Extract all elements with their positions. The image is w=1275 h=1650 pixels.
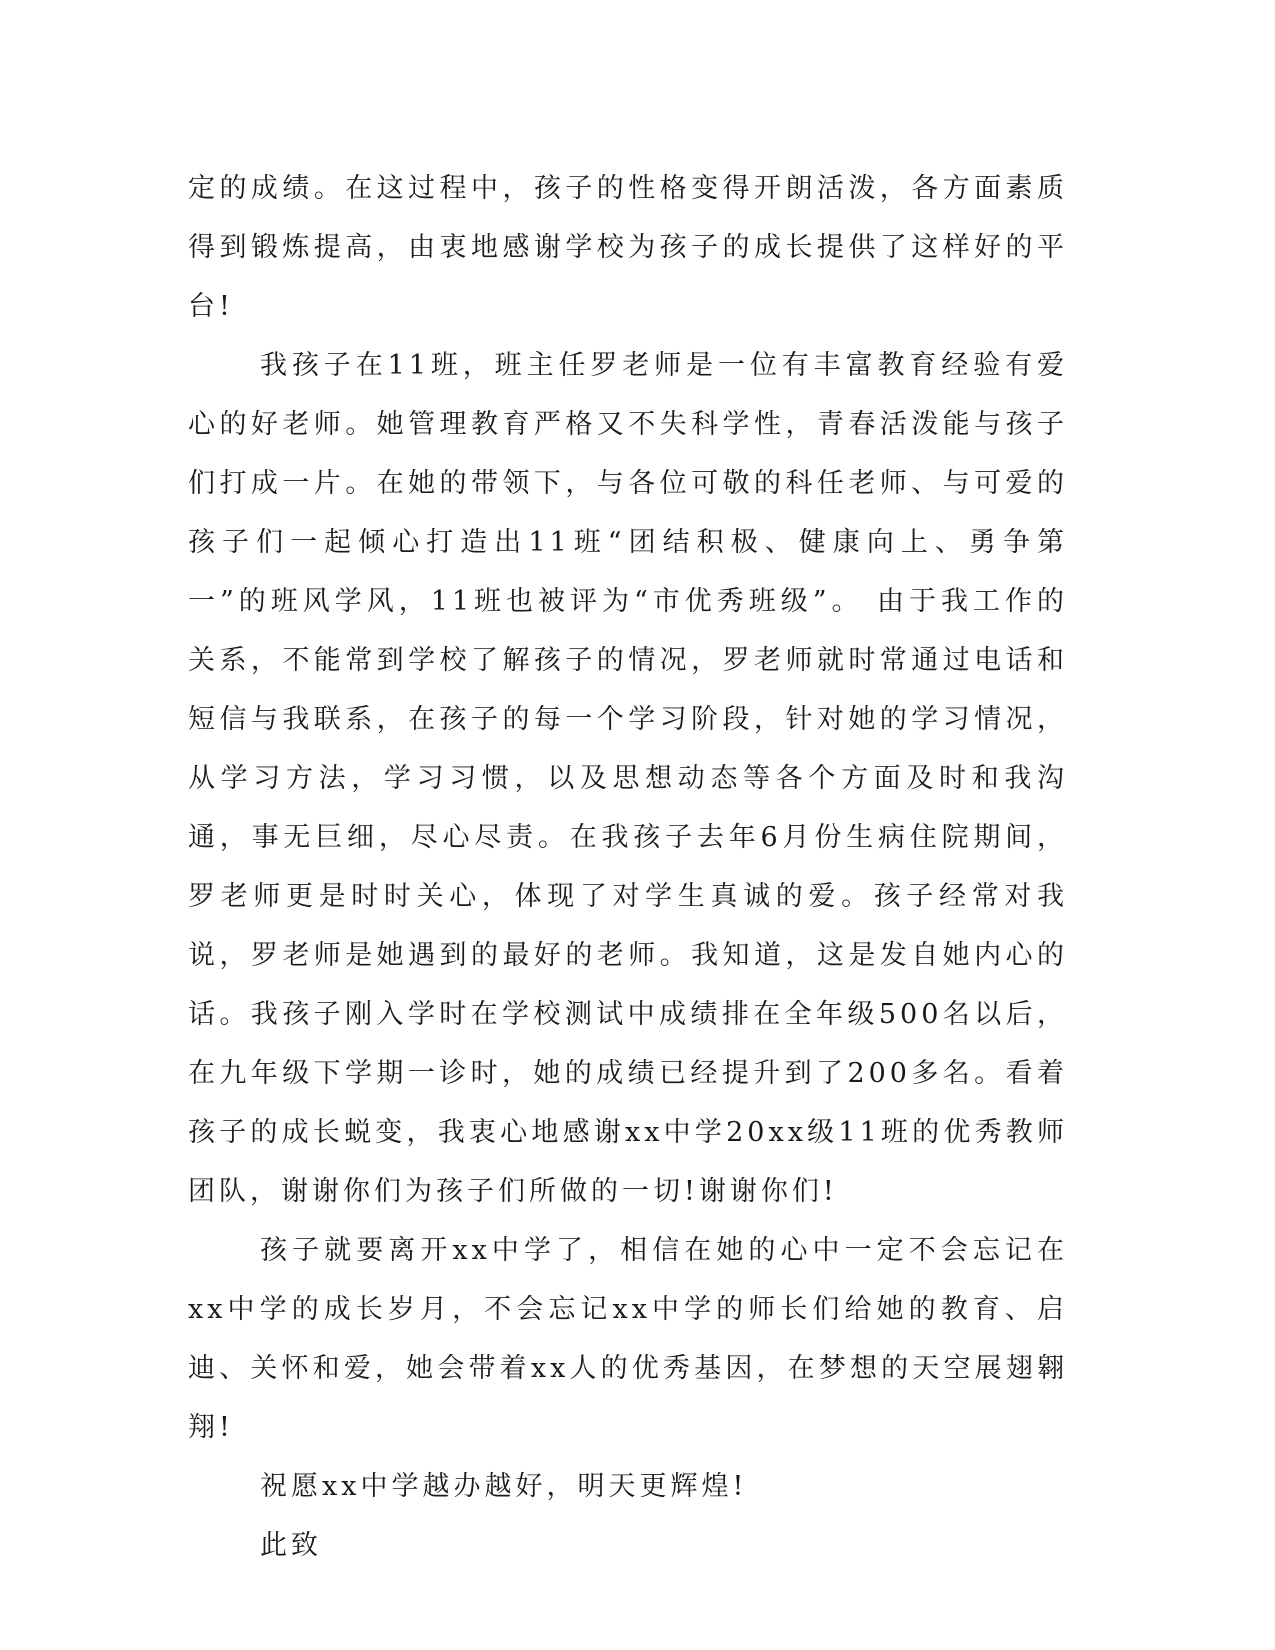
paragraph-teacher-praise: 我孩子在11班，班主任罗老师是一位有丰富教育经验有爱心的好老师。她管理教育严格又不失科学性，青春活泼能与孩子们打成一片。在她的带领下，与各位可敬的科任老师、与可爱的孩子们一起倾心打造出11班“团结积极、健康向上、勇争第一”的班风学风，11班也被评为“市优秀班级”。 由于我工作的关系，不能常到学校了解孩子的情况，罗老师就时常通过电话和短信与我联系，在孩子的每一个学习阶段，针对她的学习情况，从学习方法，学习习惯，以及思想动态等各个方面及时和我沟通，事无巨细，尽心尽责。在我孩子去年6月份生病住院期间，罗老师更是时时关心，体现了对学生真诚的爱。孩子经常对我说，罗老师是她遇到的最好的老师。我知道，这是发自她内心的话。我孩子刚入学时在学校测试中成绩排在全年级500名以后，在九年级下学期一诊时，她的成绩已经提升到了200多名。看着孩子的成长蜕变，我衷心地感谢xx中学20xx级11班的优秀教师团队，谢谢你们为孩子们所做的一切!谢谢你们! bbox=[188, 350, 1068, 1207]
paragraph-farewell: 孩子就要离开xx中学了，相信在她的心中一定不会忘记在xx中学的成长岁月，不会忘记xx中学的师长们给她的教育、启迪、关怀和爱，她会带着xx人的优秀基因，在梦想的天空展翅翱翔! bbox=[188, 1235, 1068, 1443]
paragraph-wishes: 祝愿xx中学越办越好，明天更辉煌! bbox=[260, 1471, 748, 1502]
letter-body bbox=[188, 159, 1068, 1575]
paragraph-salutation: 此致 bbox=[260, 1530, 322, 1561]
paragraph-continuation: 定的成绩。在这过程中，孩子的性格变得开朗活泼，各方面素质得到锻炼提高，由衷地感谢学校为孩子的成长提供了这样好的平台! bbox=[188, 173, 1068, 322]
